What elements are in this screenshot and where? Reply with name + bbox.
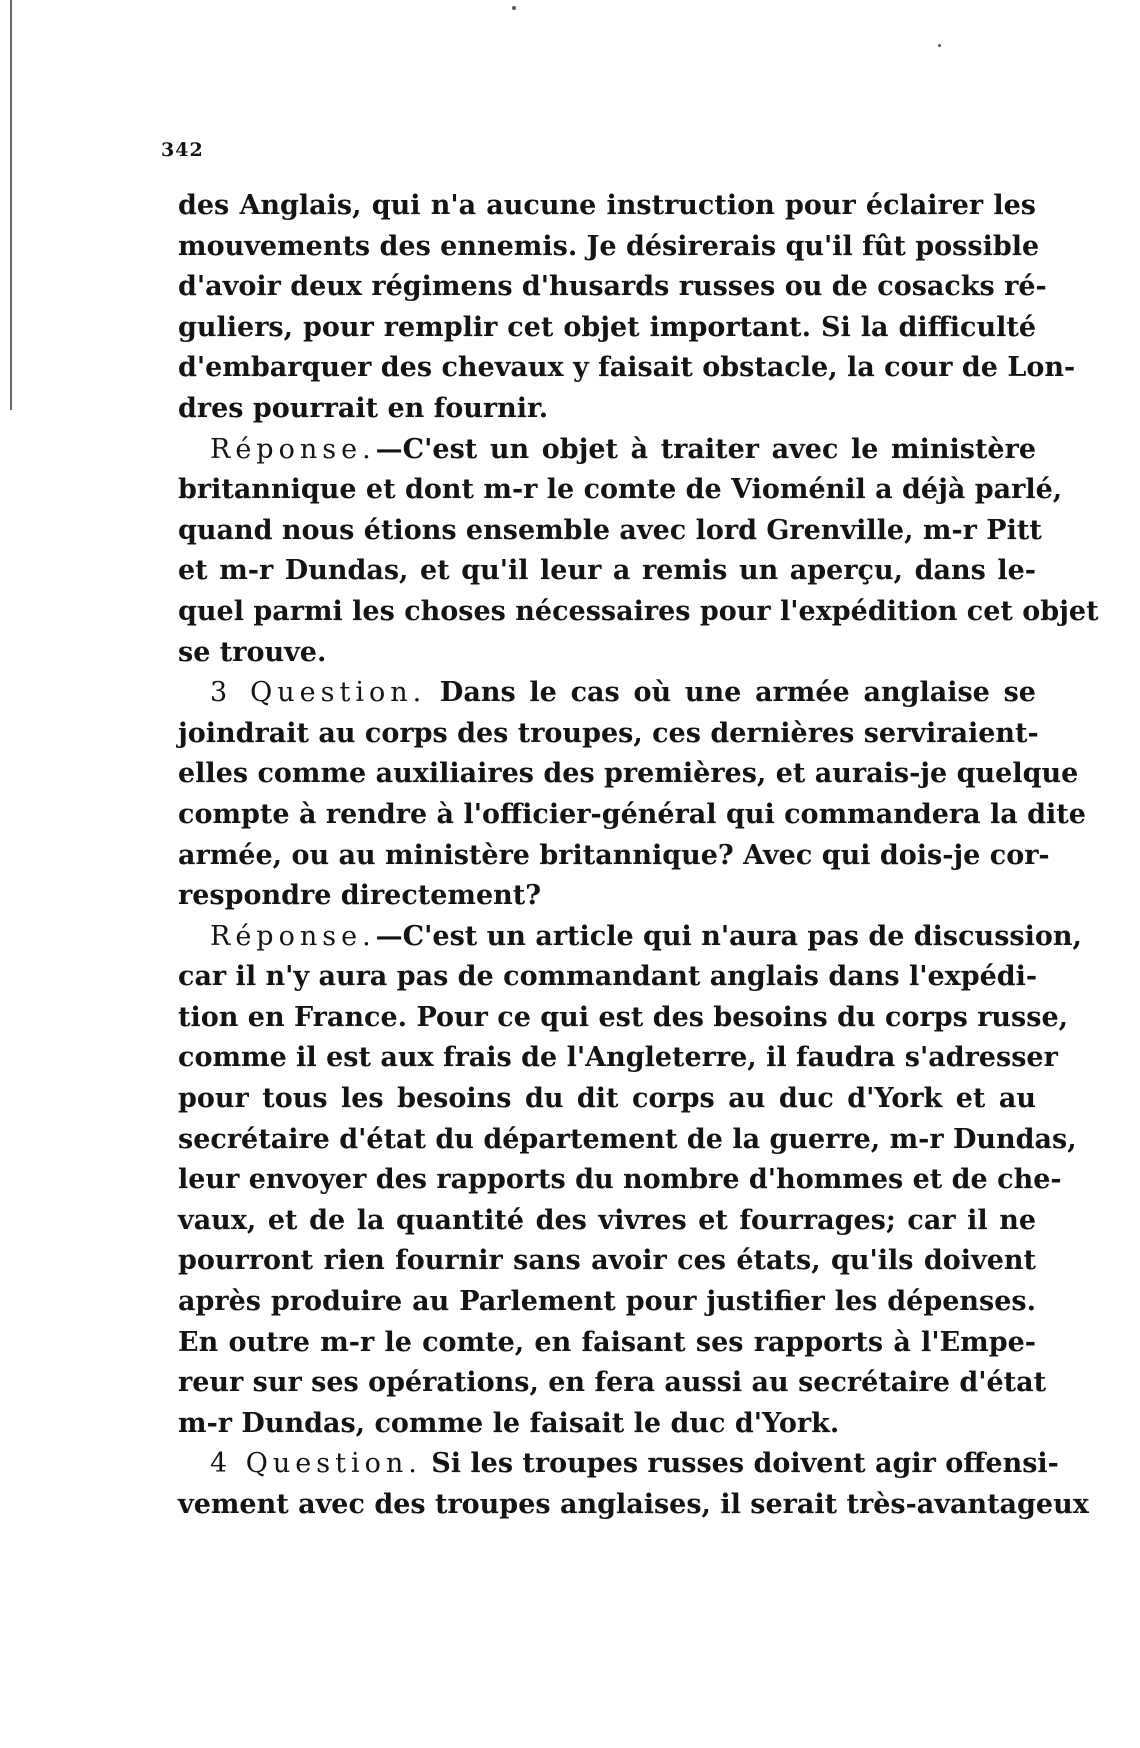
reponse-line: [178, 917, 1082, 958]
text-line: comme il est aux frais de l'Angleterre, il faudra s'adresser: [178, 1042, 1058, 1074]
reponse-label: Réponse.: [210, 920, 376, 952]
text-line: leur envoyer des rapports du nombre d'hommes et de che-: [178, 1164, 1062, 1196]
reponse-label: Réponse.: [210, 433, 376, 465]
reponse-text: —C'est un article qui n'aura pas de discussion,: [375, 920, 1082, 952]
question-line: [178, 673, 1036, 714]
text-line: guliers, pour remplir cet objet important. Si la difficulté: [178, 311, 1036, 343]
text-line: britannique et dont m-r le comte de Vioménil a déjà parlé,: [178, 474, 1063, 506]
text-line: dres pourrait en fournir.: [178, 392, 549, 424]
question-text: Dans le cas où une armée anglaise se: [426, 677, 1036, 709]
text-line: joindrait au corps des troupes, ces dernières serviraient-: [178, 717, 1039, 749]
text-line: elles comme auxiliaires des premières, et aurais-je quelque: [178, 758, 1079, 790]
question-text: Si les troupes russes doivent agir offensi-: [421, 1448, 1059, 1480]
text-line: armée, ou au ministère britannique? Avec qui dois-je cor-: [178, 839, 1050, 871]
text-line: tion en France. Pour ce qui est des besoins du corps russe,: [178, 1001, 1069, 1033]
text-line: et m-r Dundas, et qu'il leur a remis un aperçu, dans le-: [178, 555, 1036, 587]
text-line: compte à rendre à l'officier-général qui commandera la dite: [178, 798, 1086, 830]
text-line: vement avec des troupes anglaises, il serait très-avantageux: [178, 1489, 1089, 1520]
text-line: m-r Dundas, comme le faisait le duc d'York.: [178, 1407, 840, 1439]
page-edge-line: [10, 0, 12, 410]
text-line: d'embarquer des chevaux y faisait obstacle, la cour de Lon-: [178, 352, 1076, 384]
text-line: se trouve.: [178, 636, 327, 668]
scan-speck: [938, 44, 941, 47]
text-line: reur sur ses opérations, en fera aussi au secrétaire d'état: [178, 1367, 1047, 1399]
text-line: quel parmi les choses nécessaires pour l'expédition cet objet: [178, 595, 1099, 627]
reponse-line: [178, 430, 1036, 471]
body-text: [178, 186, 1099, 1526]
question-label: 3 Question.: [210, 677, 427, 709]
text-line: d'avoir deux régimens d'husards russes ou de cosacks ré-: [178, 271, 1047, 303]
question-label: 4 Question.: [210, 1448, 422, 1480]
text-line: mouvements des ennemis. Je désirerais qu'il fût possible: [178, 230, 1040, 262]
text-line: après produire au Parlement pour justifier les dépenses.: [178, 1286, 1036, 1318]
scan-speck: [512, 6, 516, 10]
text-line: respondre directement?: [178, 880, 542, 912]
reponse-text: —C'est un objet à traiter avec le ministère: [375, 433, 1036, 465]
text-line: pourront rien fournir sans avoir ces états, qu'ils doivent: [178, 1245, 1036, 1277]
text-line: pour tous les besoins du dit corps au duc d'York et au: [178, 1083, 1036, 1115]
question-line: [178, 1444, 1059, 1485]
text-line: vaux, et de la quantité des vivres et fourrages; car il ne: [178, 1204, 1036, 1236]
page-number: 342: [161, 139, 204, 161]
text-line: des Anglais, qui n'a aucune instruction pour éclairer les: [178, 190, 1036, 221]
text-line: car il n'y aura pas de commandant anglais dans l'expédi-: [178, 961, 1038, 993]
text-line: secrétaire d'état du département de la guerre, m-r Dundas,: [178, 1123, 1077, 1155]
text-line: quand nous étions ensemble avec lord Grenville, m-r Pitt: [178, 514, 1042, 546]
text-line: En outre m-r le comte, en faisant ses rapports à l'Empe-: [178, 1326, 1036, 1358]
